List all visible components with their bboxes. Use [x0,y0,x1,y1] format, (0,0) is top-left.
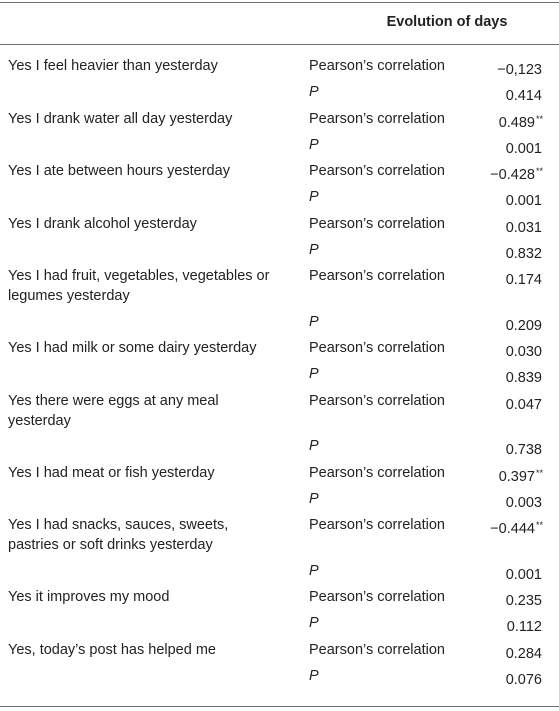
row-value [506,266,543,290]
significance-marker: ** [535,520,543,531]
table-row [0,357,559,387]
significance-marker: ** [535,113,543,124]
table-row [0,554,559,583]
table-body [0,49,559,688]
row-statistic-label: P [309,313,319,330]
row-value-number: 0.839 [505,370,542,387]
bottom-rule [0,706,559,707]
row-value-number: −0.428 [490,167,535,184]
header-rule [0,44,559,45]
row-item-label: Yes I drank alcohol yesterday [8,215,197,232]
table-row [0,49,559,78]
row-item-label: Yes I had fruit, vegetables, vegetables or legumes yesterday [8,268,270,305]
row-statistic-label: P [309,438,319,455]
row-item-label: Yes it improves my mood [8,588,170,605]
table-row [0,606,559,636]
row-statistic-label: Pearson’s correlation [309,588,445,605]
row-item-label: Yes I had milk or some dairy yesterday [8,340,257,357]
table-row [0,508,559,554]
table-row [0,180,559,210]
table-row [0,259,559,305]
table-row [0,207,559,236]
table-row [0,102,559,131]
table-row [0,154,559,184]
table-row [0,233,559,263]
row-value-number: 0.209 [505,317,542,334]
row-value-number: 0.832 [505,246,542,263]
row-value-number: 0.174 [505,272,542,289]
row-statistic-label: P [309,562,319,579]
row-statistic-label: P [309,615,319,632]
row-value-number: 0.414 [505,88,542,105]
row-statistic-label: P [309,84,319,101]
row-value-number: 0.738 [505,442,542,459]
significance-marker: ** [535,467,543,478]
row-value-number: 0.284 [505,645,542,662]
row-item-label: Yes I drank water all day yesterday [8,110,233,127]
table-row [0,128,559,157]
row-statistic-label: Pearson’s correlation [309,163,445,180]
row-value [490,515,543,539]
row-item-label: Yes I had meat or fish yesterday [8,464,215,481]
row-item-label: Yes I ate between hours yesterday [8,163,230,180]
row-item-label: Yes there were eggs at any meal yesterday [8,392,219,429]
significance-marker: ** [535,166,543,177]
row-value-number: 0.001 [505,566,542,583]
table-row [0,580,559,609]
row-value [506,391,543,415]
table-header [0,3,559,44]
table-row [0,75,559,105]
row-value-number: 0.047 [505,396,542,413]
row-value-number: 0.030 [505,344,542,361]
table-row [0,305,559,334]
column-header-evolution-of-days: Evolution of days [386,14,508,30]
table-row [0,482,559,511]
row-value-number: −0.444 [490,521,535,538]
row-value-number: 0.001 [505,193,542,210]
row-value-number: 0.489 [498,114,535,131]
table-row [0,429,559,459]
row-item-label: Yes, today’s post has helped me [8,641,216,658]
row-statistic-label: Pearson’s correlation [309,58,445,74]
row-item-label: Yes I feel heavier than yesterday [8,58,218,74]
row-statistic-label: Pearson’s correlation [309,110,445,127]
row-statistic-label: P [309,490,319,507]
table-row [0,384,559,430]
row-statistic-label: Pearson’s correlation [309,215,445,232]
row-value-number: 0.235 [505,592,542,609]
row-value-number: 0.031 [505,219,542,236]
row-value-number: 0.001 [505,140,542,157]
table-row [0,456,559,485]
table-row [0,659,559,688]
row-value-number: 0.076 [505,671,542,688]
row-statistic-label: P [309,366,319,383]
row-value-number: 0.397 [498,468,535,485]
row-value [506,666,543,690]
row-statistic-label: Pearson’s correlation [309,641,445,658]
row-statistic-label: P [309,667,319,684]
row-value-number: 0.003 [505,494,542,511]
row-statistic-label: P [309,189,319,206]
row-statistic-label: Pearson’s correlation [309,340,445,357]
row-value-number: −0,123 [497,62,542,78]
table-row [0,633,559,662]
row-statistic-label: P [309,242,319,259]
row-item-label: Yes I had snacks, sauces, sweets, pastries or soft drinks yesterday [8,517,229,554]
row-statistic-label: P [309,136,319,153]
row-statistic-label: Pearson’s correlation [309,517,445,534]
table-row [0,331,559,361]
row-statistic-label: Pearson’s correlation [309,392,445,409]
row-statistic-label: Pearson’s correlation [309,268,445,285]
row-value-number: 0.112 [506,619,542,636]
row-statistic-label: Pearson’s correlation [309,464,445,481]
